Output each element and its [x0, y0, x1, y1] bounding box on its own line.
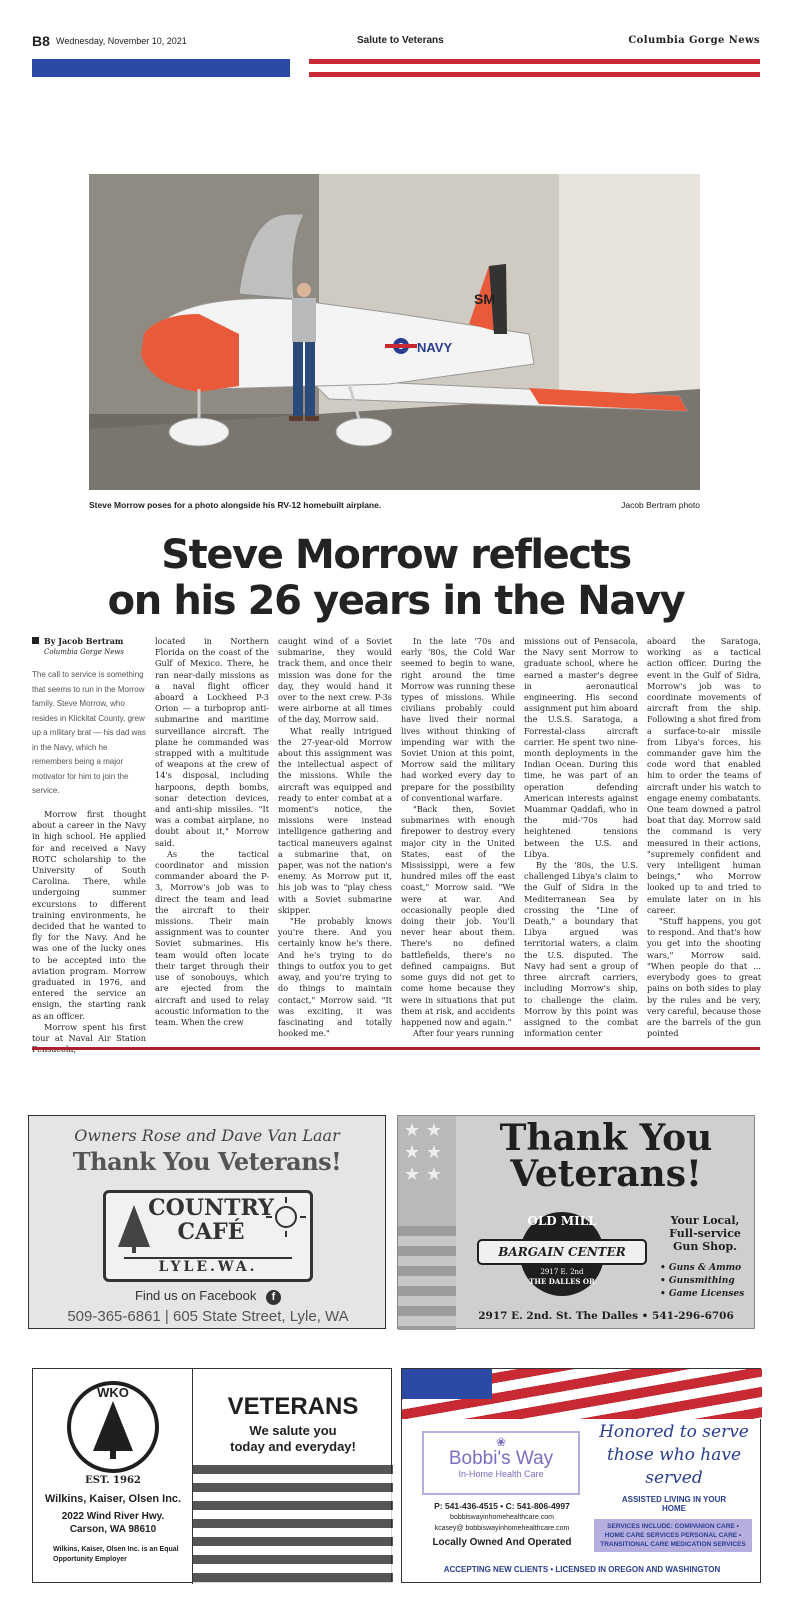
facebook-line: Find us on Facebook f — [29, 1288, 387, 1305]
service-item: • Guns & Ammo — [660, 1263, 742, 1273]
logo-city: THE DALLES OR — [529, 1277, 595, 1286]
bobbis-footer: ACCEPTING NEW CLIENTS • LICENSED IN OREGON AND WASHINGTON — [443, 1565, 721, 1574]
paragraph: aboard the Saratoga, working as a tactical action officer. During the event in the Gulf of Sidra, Morrow's job was to coordinate movements of aircraft from the ship. Following a shot fired from a surface-to-air missile from Libya's forces, his commander gave him the code word that enabled him to order the teams of aircraft under his watch to engage enemy combatants. One team downed a patrol boat that day. Morrow said the command is very measured in their actions, "supremely confident and very intelligent human beings," who Morrow looked up to and tried to emulate later on in his career. — [647, 636, 761, 915]
facebook-icon: f — [266, 1290, 281, 1305]
column-5 — [524, 636, 638, 1039]
paragraph: What really intrigued the 27-year-old Morrow about this assignment was the intellectual aspect of the missions. While the aircraft was equipped and ready to enter combat at a moment's notice, the missions were instead intelligence gathering and tactical maneuvers against a submarine that, on paper, was not the nation's enemy. As Morrow put it, his job was to "play chess with a Soviet submarine skipper. — [278, 725, 392, 915]
byline-square-icon — [32, 637, 39, 644]
fuselage-text: NAVY — [417, 340, 453, 355]
flag-canton — [402, 1369, 492, 1399]
old-mill-logo — [472, 1206, 652, 1298]
ad-bobbis-way — [401, 1368, 761, 1583]
article-headline — [0, 532, 792, 624]
ad-thanks: Thank You Veterans! — [72, 1147, 342, 1176]
bobbis-local: Locally Owned And Operated — [432, 1537, 572, 1548]
cafe-logo — [103, 1190, 313, 1282]
paragraph: "He probably knows you're there. And you certainly know he's there. And he's trying to do things to outfox you to get away, and you're trying to do things to maintain contact," Morrow said. "It was exciting, it was fascinating and totally hooked me." — [278, 916, 392, 1039]
cafe-logo-line: COUNTRY — [148, 1195, 274, 1221]
veterans-heading: VETERANS — [227, 1393, 359, 1420]
section-title: Salute to Veterans — [357, 35, 444, 46]
column-1 — [32, 636, 146, 1043]
cafe-logo-line: CAFÉ — [177, 1219, 245, 1245]
column-2 — [155, 636, 269, 1027]
service-item: • Game Licenses — [660, 1289, 745, 1299]
paragraph: After four years running — [413, 1028, 515, 1039]
bobbis-assisted: ASSISTED LIVING IN YOUR HOME — [621, 1495, 727, 1513]
bobbis-web: bobbiswayinhomehealthcare.com — [450, 1514, 554, 1521]
veterans-sub: today and everyday! — [230, 1439, 356, 1454]
bobbis-phones: P: 541-436-4515 • C: 541-806-4997 — [434, 1501, 570, 1511]
paragraph: As the tactical coordinator and mission commander aboard the P-3, Morrow's job was to direct the team and lead the aircraft to their missions. Their main assignment was to counter Soviet submarines. His team would often locate their target through their use of sonobouys, which are ejected from the aircraft and used to relay acoustic information to the team. When the crew — [155, 848, 269, 1027]
bobbis-brand: Bobbi's Way — [448, 1448, 554, 1469]
paragraph: caught wind of a Soviet submarine, they would track them, and once their mission was done for the day, they would hand it over to the next crew. P-3s were airborne at all times of the day, Morrow said. — [278, 636, 392, 725]
paragraph: By the '80s, the U.S. challenged Libya's claim to the Gulf of Sidra in the Mediterranean Sea by crossing the "Line of Death," a boundary that Libya argued was territorial waters, a claim the U.S. disputed. The Navy had sent a group of three aircraft carriers, including Morrow's ship, to challenge the claim. Morrow by this point was assigned to the combat information center — [524, 860, 638, 1039]
services-list — [660, 1262, 754, 1301]
ad-wko — [32, 1368, 392, 1583]
ad-thanks: Thank You Veterans! — [499, 1117, 713, 1195]
article-body — [32, 636, 762, 1043]
column-4 — [401, 636, 515, 1039]
wko-firm: Wilkins, Kaiser, Olsen Inc. — [44, 1493, 182, 1505]
ad-owners: Owners Rose and Dave Van Laar — [74, 1126, 340, 1145]
photo-caption: Steve Morrow poses for a photo alongside his RV-12 homebuilt airplane. — [89, 500, 382, 510]
article-photo — [89, 174, 700, 490]
flag-graphic — [193, 1465, 393, 1583]
star-icons: ★ ★ ★ ★ ★ ★ — [404, 1120, 442, 1185]
column-3 — [278, 636, 392, 1039]
cafe-location: LYLE.WA. — [124, 1257, 292, 1275]
wko-address: Carson, WA 98610 — [69, 1524, 157, 1535]
ad-country-cafe — [28, 1115, 386, 1329]
wko-panel — [33, 1369, 193, 1584]
paragraph: missions out of Pensacola, the Navy sent Morrow to graduate school, where he earned a master's degree in aeronautical engineering. His second assignment put him aboard the U.S.S. Saratoga, a Forrestal-class aircraft carrier. He spent two nine-month deployments in the Indian Ocean. During this time, he was part of an operation defending American interests against Muammar Qaddafi, who in the mid-'70s had heightened tensions between the U.S. and Libya. — [524, 636, 638, 859]
photo-credit: Jacob Bertram photo — [621, 500, 700, 510]
page-header — [32, 33, 760, 49]
wko-logo-top: WKO — [97, 1385, 129, 1400]
headline-line: Steve Morrow reflects — [161, 532, 631, 578]
ad-old-mill — [397, 1115, 755, 1329]
bobbis-logo — [422, 1431, 580, 1495]
flag-blue-bar — [32, 59, 290, 77]
headline-line: on his 26 years in the Navy — [107, 578, 685, 624]
cafe-contact: 509-365-6861 | 605 State Street, Lyle, WA — [67, 1308, 349, 1325]
tail-text: SM — [474, 291, 495, 307]
flag-stripe — [309, 59, 760, 64]
bobbis-brand-sub: In-Home Health Care — [458, 1469, 544, 1479]
paragraph: "Back then, Soviet submarines with enough firepower to destroy every major city in the United States, east of the Mississippi, were a few hundred miles off the east coast," Morrow said. "We were at war. And occasionally people died doing their job. You'll never hear about them. There's no defined battlefields, there's no defined campaigns. But some guys did not get to come home because they were in situations that put them at risk, and accidents happened now and again." — [401, 804, 515, 1027]
page-number: B8 — [32, 33, 50, 49]
column-6 — [647, 636, 761, 1039]
paragraph: located in Northern Florida on the coast of the Gulf of Mexico. There, he ran near-daily missions as a naval flight officer aboard a Lockheed P-3 Orion — a turboprop anti-submarine and maritime surveillance aircraft. The plane he commanded was strapped with a multitude of weapons at the crew of 14's disposal, including harpoons, depth bombs, sonar detection devices, and anti-ship missiles. "It was a combat airplane, no doubt about it," Morrow said. — [155, 636, 269, 848]
flag-stripes — [398, 1226, 456, 1330]
lotus-icon: ❀ — [495, 1435, 507, 1449]
paragraph: Morrow first thought about a career in the Navy in high school. He applied for and received a Navy ROTC scholarship to the University of South Carolina. There, while undergoing summer excursions to different training environments, he decided that he wanted to fly for the Navy. And he was one of the lucky ones to be accepted into the aviation program. Morrow graduated in 1976, and entered the service an ensign, the starting rank as an officer. — [32, 808, 146, 1021]
veterans-sub: We salute you — [249, 1423, 337, 1438]
paragraph: In the late '70s and early '80s, the Cold War seemed to begin to wane, right around the time Morrow was running these types of missions. While civilians probably could have lived their normal lives without thinking of impending war with the Soviet Union at this point, Morrow said the military had worked every day to prepare for the possibility of conventional warfare. — [401, 636, 515, 803]
wko-eoe: Wilkins, Kaiser, Olsen Inc. is an Equal Opportunity Employer — [53, 1546, 179, 1563]
byline-org: Columbia Gorge News — [44, 648, 124, 657]
logo-banner-text: BARGAIN CENTER — [498, 1245, 626, 1259]
ad-tagline: Your Local, Full-service Gun Shop. — [669, 1214, 741, 1253]
section-divider — [32, 1047, 760, 1050]
logo-address: 2917 E. 2nd — [540, 1268, 584, 1276]
paragraph: "Stuff happens, you got to respond. And that's how you get into the shooting wars," Morrow said. "When people do that ... everybody goes to great pains on both sides to play by the rules and be very, very careful, because those are the barrels of the gun pointed — [647, 916, 761, 1039]
wko-est: EST. 1962 — [85, 1475, 141, 1486]
flag-stripe — [309, 72, 760, 77]
bobbis-email: kcasey@ bobbiswayinhomehealthcare.com — [434, 1525, 570, 1532]
airplane-photo-illustration — [89, 174, 700, 490]
article-intro: The call to service is something that seems to run in the Morrow family. Steve Morrow, who resides in Klickitat County, grew up a military brat — his dad was in the Navy, which he remembers being a major motivator for him to join the service. — [32, 670, 146, 796]
ad-footer: 2917 E. 2nd. St. The Dalles • 541-296-6706 — [478, 1310, 734, 1322]
issue-date: Wednesday, November 10, 2021 — [56, 36, 187, 46]
bobbis-services: SERVICES INCLUDE: COMPANION CARE • HOME CARE SERVICES PERSONAL CARE • TRANSITIONAL CARE MEDICATION SERVICES — [594, 1519, 752, 1552]
logo-top-text: OLD MILL — [527, 1214, 597, 1228]
publication-name: Columbia Gorge News — [628, 35, 760, 46]
bobbis-script: Honored to serve those who have served — [599, 1422, 749, 1488]
paragraph: Morrow spent his first tour at Naval Air Station — [32, 1021, 146, 1043]
veterans-panel — [193, 1369, 393, 1584]
service-item: • Gunsmithing — [660, 1276, 735, 1286]
byline: By Jacob Bertram — [32, 636, 146, 647]
wko-address: 2022 Wind River Hwy. — [61, 1511, 165, 1522]
